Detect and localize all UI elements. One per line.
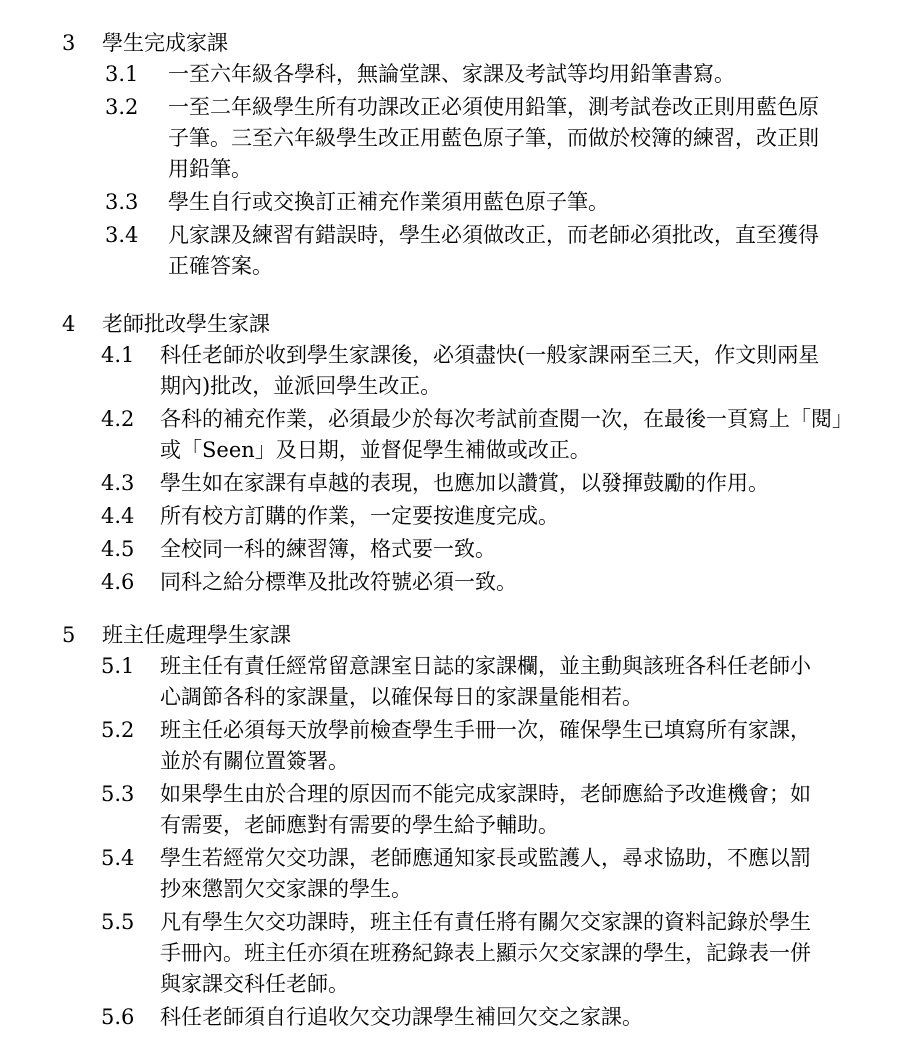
item-text	[160, 468, 870, 499]
item-line: 與家課交科任老師。	[160, 972, 349, 996]
item-line: 期內)批改，並派回學生改正。	[160, 374, 442, 398]
item-text	[160, 715, 870, 777]
item-line: 子筆。三至六年級學生改正用藍色原子筆，而做於校簿的練習，改正則	[168, 126, 819, 150]
item-line: 班主任有責任經常留意課室日誌的家課欄，並主動與該班各科任老師小	[160, 654, 811, 678]
item-number: 5.1	[101, 654, 135, 678]
section-heading	[0, 619, 900, 651]
item-number: 3.2	[105, 95, 139, 119]
section-3	[0, 27, 900, 284]
item-line: 科任老師須自行追收欠交功課學生補回欠交之家課。	[160, 1005, 643, 1029]
section-number: 5	[62, 623, 76, 647]
list-item	[0, 59, 900, 90]
section-number: 4	[62, 312, 76, 336]
item-line: 學生如在家課有卓越的表現，也應加以讚賞，以發揮鼓勵的作用。	[160, 471, 769, 495]
item-text	[168, 220, 868, 282]
section-title: 學生完成家課	[102, 31, 228, 55]
list-item	[0, 340, 900, 402]
item-line: 凡有學生欠交功課時，班主任有責任將有關欠交家課的資料記錄於學生	[160, 910, 811, 934]
item-number: 5.2	[101, 718, 135, 742]
item-line: 學生若經常欠交功課，老師應通知家長或監護人，尋求協助，不應以罰	[160, 846, 811, 870]
item-number: 5.4	[101, 846, 135, 870]
item-line: 如果學生由於合理的原因而不能完成家課時，老師應給予改進機會；如	[160, 782, 811, 806]
item-line: 同科之給分標準及批改符號必須一致。	[160, 570, 517, 594]
section-title: 班主任處理學生家課	[102, 623, 291, 647]
list-item	[0, 468, 900, 499]
item-line: 學生自行或交換訂正補充作業須用藍色原子筆。	[168, 190, 609, 214]
item-text	[160, 779, 870, 841]
item-line: 凡家課及練習有錯誤時，學生必須做改正，而老師必須批改，直至獲得	[168, 223, 819, 247]
item-number: 5.3	[101, 782, 135, 806]
section-4	[0, 308, 900, 600]
item-number: 4.3	[101, 471, 135, 495]
list-item	[0, 404, 900, 466]
section-heading	[0, 27, 900, 59]
list-item	[0, 779, 900, 841]
item-line: 抄來懲罰欠交家課的學生。	[160, 877, 412, 901]
item-number: 5.5	[101, 910, 135, 934]
section-heading	[0, 308, 900, 340]
item-number: 4.1	[101, 343, 135, 367]
list-item	[0, 651, 900, 713]
list-item	[0, 187, 900, 218]
list-item	[0, 92, 900, 185]
item-text	[160, 340, 870, 402]
item-line: 一至二年級學生所有功課改正必須使用鉛筆，測考試卷改正則用藍色原	[168, 95, 819, 119]
item-line: 心調節各科的家課量，以確保每日的家課量能相若。	[160, 685, 643, 709]
item-text	[160, 907, 870, 1000]
item-number: 3.3	[105, 190, 139, 214]
item-line: 科任老師於收到學生家課後，必須盡快(一般家課兩至三天，作文則兩星	[160, 343, 820, 367]
item-line: 或「Seen」及日期，並督促學生補做或改正。	[160, 438, 591, 462]
item-text	[168, 187, 868, 218]
item-text	[160, 843, 870, 905]
item-number: 4.5	[101, 537, 135, 561]
list-item	[0, 534, 900, 565]
item-number: 4.2	[101, 407, 135, 431]
list-item	[0, 1002, 900, 1033]
list-item	[0, 907, 900, 1000]
item-number: 5.6	[101, 1005, 135, 1029]
item-line: 正確答案。	[168, 254, 273, 278]
item-line: 有需要，老師應對有需要的學生給予輔助。	[160, 813, 559, 837]
item-line: 並於有關位置簽署。	[160, 749, 349, 773]
section-title: 老師批改學生家課	[102, 312, 270, 336]
item-text	[160, 404, 870, 466]
list-item	[0, 567, 900, 598]
item-line: 各科的補充作業，必須最少於每次考試前查閱一次，在最後一頁寫上「閱」	[160, 407, 853, 431]
list-item	[0, 715, 900, 777]
list-item	[0, 220, 900, 282]
item-text	[160, 501, 870, 532]
item-number: 3.1	[105, 62, 139, 86]
item-number: 4.6	[101, 570, 135, 594]
item-text	[160, 1002, 870, 1033]
item-line: 班主任必須每天放學前檢查學生手冊一次，確保學生已填寫所有家課，	[160, 718, 811, 742]
item-line: 所有校方訂購的作業，一定要按進度完成。	[160, 504, 559, 528]
item-line: 手冊內。班主任亦須在班務紀錄表上顯示欠交家課的學生，記錄表一併	[160, 941, 811, 965]
item-text	[168, 59, 868, 90]
item-text	[160, 651, 870, 713]
item-text	[160, 567, 870, 598]
item-text	[160, 534, 870, 565]
list-item	[0, 843, 900, 905]
item-line: 全校同一科的練習簿，格式要一致。	[160, 537, 496, 561]
item-number: 3.4	[105, 223, 139, 247]
item-line: 用鉛筆。	[168, 157, 252, 181]
item-number: 4.4	[101, 504, 135, 528]
list-item	[0, 501, 900, 532]
item-text	[168, 92, 868, 185]
section-5	[0, 619, 900, 1035]
item-line: 一至六年級各學科，無論堂課、家課及考試等均用鉛筆書寫。	[168, 62, 735, 86]
section-number: 3	[62, 31, 76, 55]
